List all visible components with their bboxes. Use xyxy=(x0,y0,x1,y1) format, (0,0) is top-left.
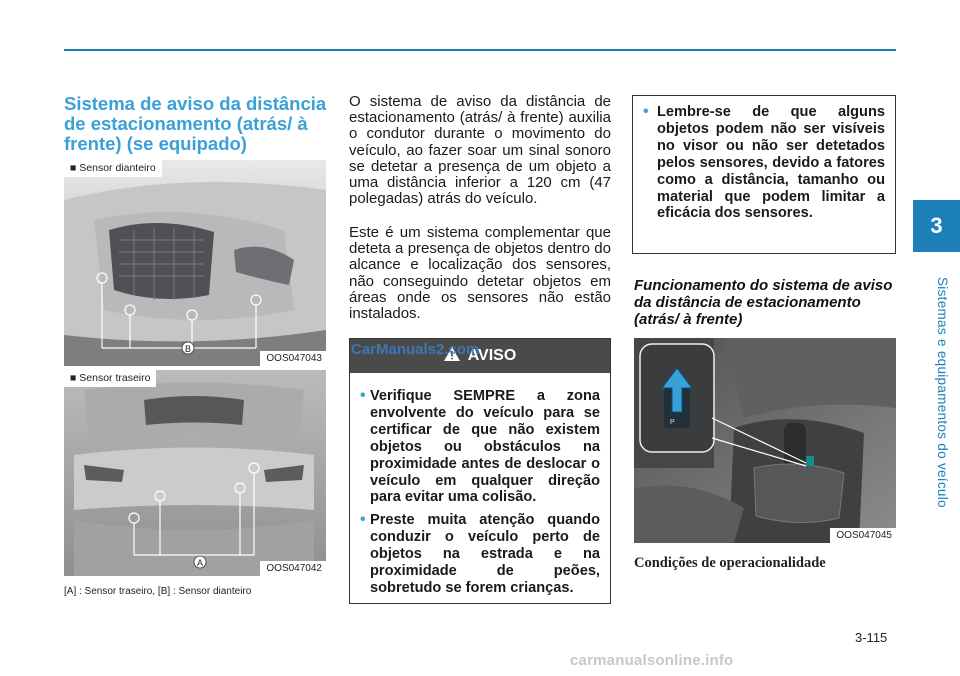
section-title: Sistema de aviso da distância de estacionamento (atrás/ à frente) (se equipado) xyxy=(64,93,327,154)
front-car-illustration xyxy=(64,160,326,366)
warning-item: • Preste muita atenção quando conduzir o veículo perto de objetos na estrada e na proximidade de peões, sobretudo se forem crianças. xyxy=(360,512,600,597)
rear-figure-code: OOS047042 xyxy=(260,561,326,576)
front-sensor-label-b: B xyxy=(184,344,192,354)
note-item: • Lembre-se de que alguns objetos podem não ser visíveis no visor ou não ser detetados pelos sensores, devido a fatores como a distância, tamanho ou material que podem limitar a eficácia dos sensores. xyxy=(643,104,885,222)
warning-list xyxy=(350,373,610,597)
conditions-heading: Condições de operacionalidade xyxy=(634,555,826,571)
front-figure-code: OOS047043 xyxy=(260,351,326,366)
subsection-title: Funcionamento do sistema de aviso da distância de estacionamento (atrás/ à frente) xyxy=(634,277,893,328)
header-rule xyxy=(64,49,896,51)
complement-paragraph: Este é um sistema complementar que deteta a presença de objetos dentro do alcance e localização dos sensores, não conseguindo detetar objetos em áreas onde os sensores não estão instalados. xyxy=(349,224,611,323)
rear-sensor-figure xyxy=(64,370,326,576)
shifter-figure xyxy=(634,338,896,543)
rear-sensor-label-a: A xyxy=(196,558,204,568)
shifter-figure-code: OOS047045 xyxy=(830,528,896,543)
chapter-title: Sistemas e equipamentos do veículo xyxy=(935,276,950,508)
svg-text:P: P xyxy=(670,419,675,426)
center-console-illustration xyxy=(634,338,896,543)
rear-sensor-tag: ■ Sensor traseiro xyxy=(64,370,156,387)
page-number: 3-115 xyxy=(855,630,888,645)
chapter-number-tab[interactable]: 3 xyxy=(913,200,960,252)
warning-box xyxy=(349,338,611,604)
warning-header-label: AVISO xyxy=(467,347,517,364)
footer-watermark[interactable]: carmanualsonline.info xyxy=(570,652,734,669)
front-sensor-figure xyxy=(64,160,326,366)
rear-car-illustration xyxy=(64,370,326,576)
warning-item: • Verifique SEMPRE a zona envolvente do veículo para se certificar de que não existem objetos ou obstáculos na proximidade antes de deslocar o veículo em qualquer direção para evitar uma colisão. xyxy=(360,388,600,506)
watermark-link[interactable]: CarManuals2.com xyxy=(351,341,480,358)
front-sensor-tag: ■ Sensor dianteiro xyxy=(64,160,162,177)
figure-caption: [A] : Sensor traseiro, [B] : Sensor dianteiro xyxy=(64,586,252,597)
intro-paragraph: O sistema de aviso da distância de estacionamento (atrás/ à frente) auxilia o condutor durante o movimento do veículo, ao fazer soar um sinal sonoro se detetar a presença de um objeto a uma distância inferior a 120 cm (47 polegadas) atrás do veículo. xyxy=(349,93,611,208)
note-box xyxy=(632,95,896,254)
